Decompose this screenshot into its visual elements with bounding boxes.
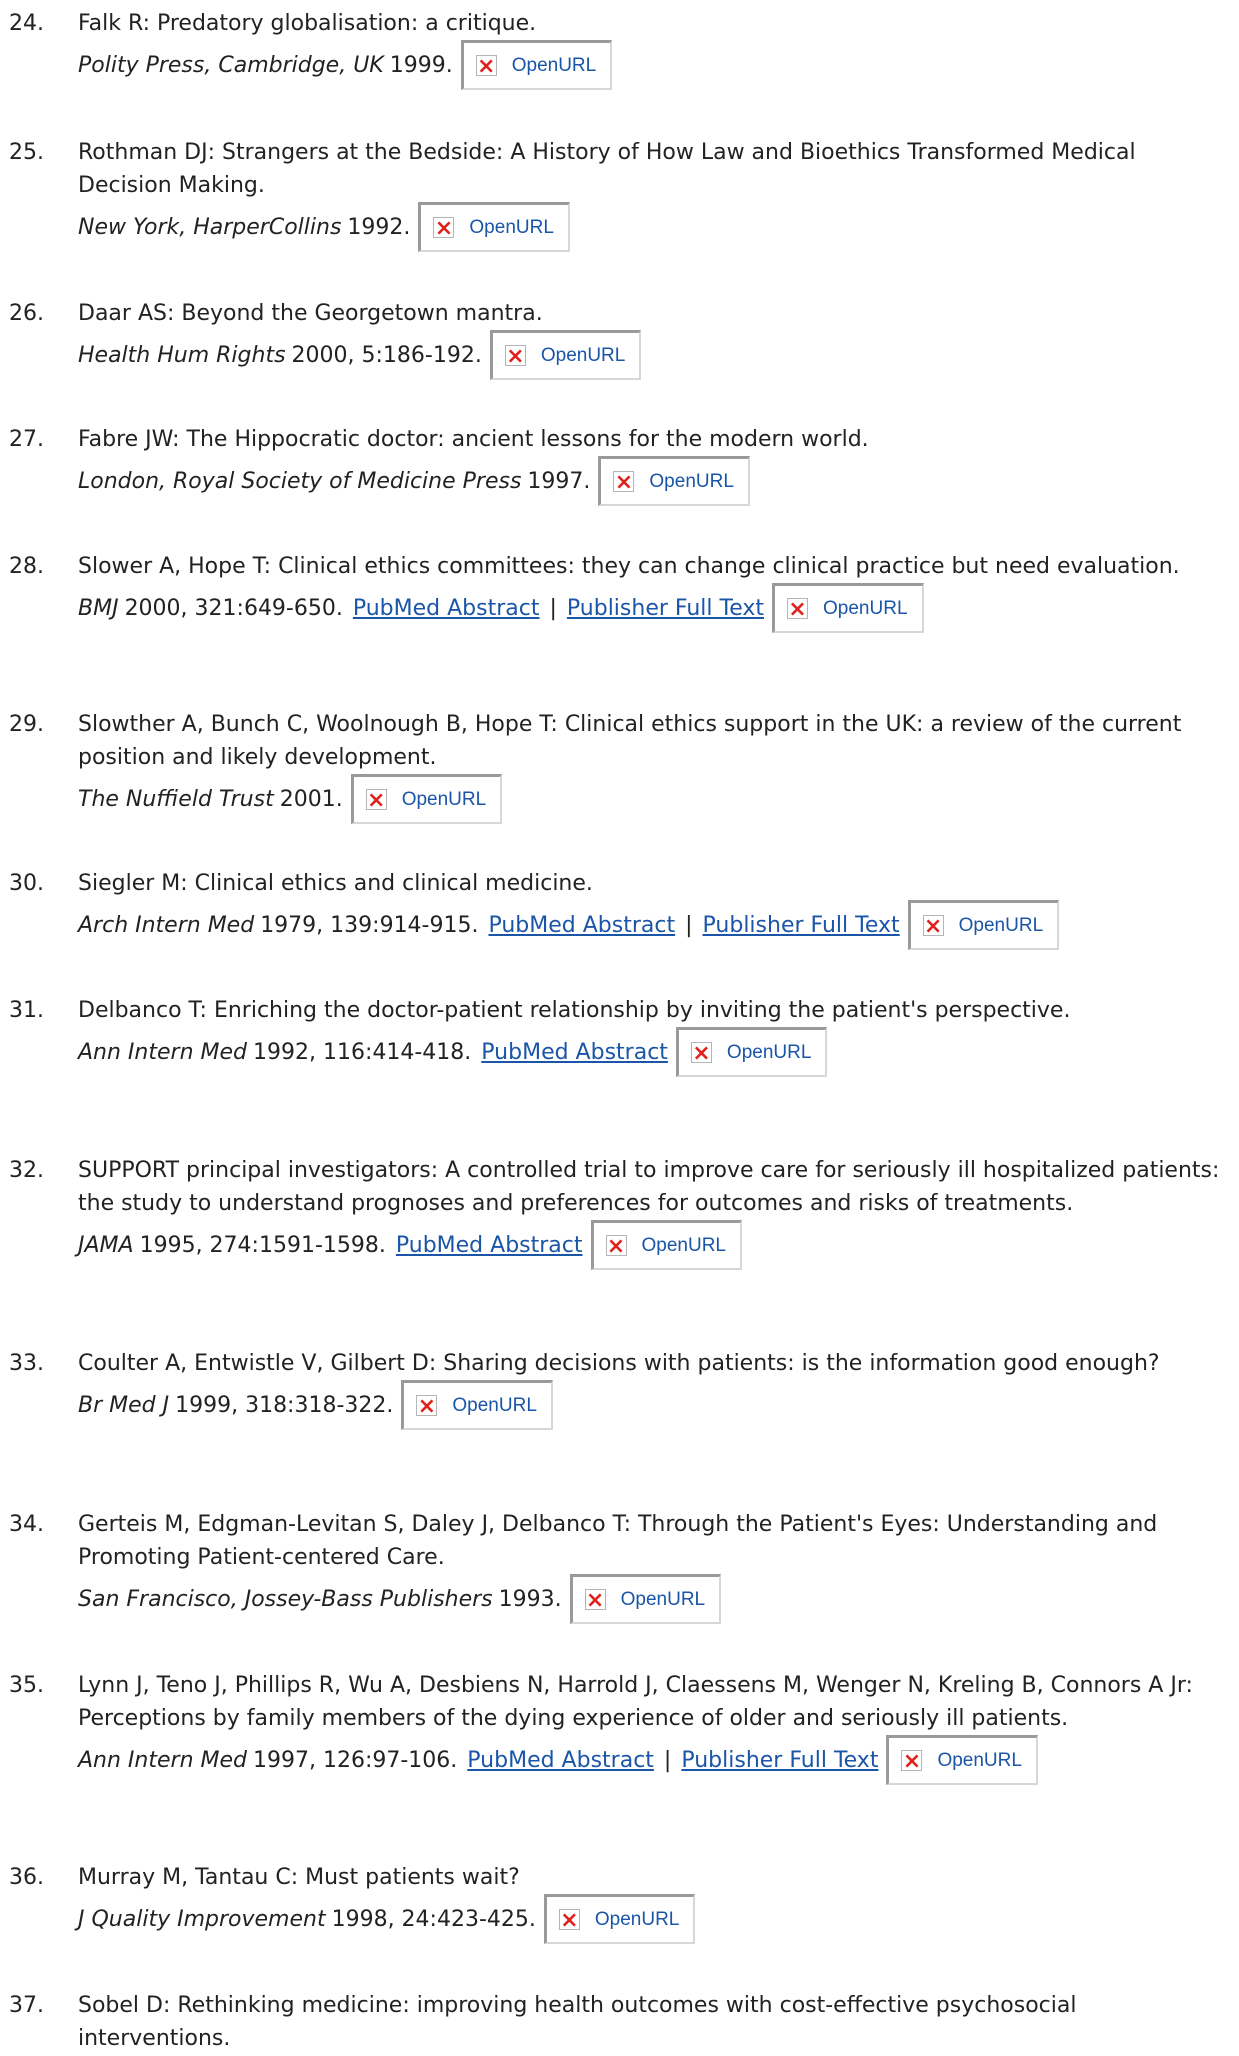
openurl-label: OpenURL (620, 1589, 706, 1610)
reference-source (78, 456, 1228, 506)
publisher-full-text-link[interactable]: Publisher Full Text (702, 912, 900, 938)
broken-image-icon (416, 1395, 437, 1416)
citation-details: 1995, 274:1591-1598. (139, 1232, 386, 1258)
reference-title: Gerteis M, Edgman-Levitan S, Daley J, Delbanco T: Through the Patient's Eyes: Understanding and Promoting Patient-centered Care. (78, 1512, 1158, 1570)
reference-number: 28. (9, 554, 44, 579)
reference-title: Slower A, Hope T: Clinical ethics committees: they can change clinical practice but need evaluation. (78, 554, 1180, 579)
reference-source (78, 1735, 1228, 1785)
reference-source (78, 330, 1228, 380)
journal-name: BMJ (78, 595, 119, 621)
openurl-label: OpenURL (511, 55, 597, 76)
journal-name: New York, HarperCollins (78, 214, 342, 240)
citation-details: 2000, 5:186-192. (291, 342, 482, 368)
broken-image-icon (559, 1909, 580, 1930)
reference-source (78, 40, 1228, 90)
reference-source (78, 1574, 1228, 1624)
reference-number: 34. (9, 1512, 44, 1537)
openurl-label: OpenURL (452, 1395, 537, 1416)
broken-image-icon (787, 598, 808, 619)
openurl-label: OpenURL (594, 1909, 680, 1930)
reference-number: 31. (9, 998, 44, 1023)
reference-title: Slowther A, Bunch C, Woolnough B, Hope T: Clinical ethics support in the UK: a review of the current position and likely development. (78, 712, 1182, 770)
openurl-label: OpenURL (823, 598, 908, 619)
openurl-label: OpenURL (726, 1042, 812, 1063)
broken-image-icon (901, 1750, 922, 1771)
citation-details: 1997. (527, 468, 591, 494)
link-separator: | (663, 1747, 672, 1773)
link-separator: | (549, 595, 557, 621)
broken-image-icon (433, 217, 454, 238)
reference-title: Daar AS: Beyond the Georgetown mantra. (78, 301, 543, 326)
citation-details: 1992. (347, 214, 411, 240)
reference-number: 32. (9, 1158, 44, 1183)
reference-number: 36. (9, 1865, 44, 1890)
openurl-label: OpenURL (540, 345, 626, 366)
openurl-button[interactable] (598, 456, 750, 506)
broken-image-icon (606, 1235, 627, 1256)
openurl-button[interactable] (351, 774, 503, 824)
reference-source (78, 900, 1228, 950)
broken-image-icon (505, 345, 526, 366)
openurl-button[interactable] (886, 1735, 1038, 1785)
reference-number: 33. (9, 1351, 44, 1376)
openurl-button[interactable] (570, 1574, 722, 1624)
reference-number: 29. (9, 712, 44, 737)
openurl-button[interactable] (461, 40, 613, 90)
publisher-full-text-link[interactable]: Publisher Full Text (566, 595, 765, 621)
citation-details: 1998, 24:423-425. (331, 1906, 536, 1932)
citation-details: 2001. (279, 786, 343, 812)
openurl-button[interactable] (591, 1220, 743, 1270)
reference-title: SUPPORT principal investigators: A controlled trial to improve care for seriously ill hospitalized patients: the study to understand prognoses and preferences for outcomes and risks of treatments. (78, 1158, 1220, 1216)
reference-title: Sobel D: Rethinking medicine: improving health outcomes with cost-effective psychosocial interventions. (78, 1993, 1077, 2051)
pubmed-abstract-link[interactable]: PubMed Abstract (481, 1039, 668, 1065)
citation-details: 1999, 318:318-322. (175, 1392, 394, 1418)
reference-source (78, 774, 1228, 824)
journal-name: J Quality Improvement (78, 1906, 326, 1932)
openurl-label: OpenURL (937, 1750, 1022, 1771)
openurl-label: OpenURL (401, 789, 487, 810)
publisher-full-text-link[interactable]: Publisher Full Text (681, 1747, 879, 1773)
reference-source (78, 202, 1228, 252)
pubmed-abstract-link[interactable]: PubMed Abstract (467, 1747, 654, 1773)
reference-title: Coulter A, Entwistle V, Gilbert D: Sharing decisions with patients: is the information good enough? (78, 1351, 1160, 1376)
reference-number: 30. (9, 871, 44, 896)
reference-title: Fabre JW: The Hippocratic doctor: ancient lessons for the modern world. (78, 427, 869, 452)
openurl-button[interactable] (490, 330, 642, 380)
pubmed-abstract-link[interactable]: PubMed Abstract (352, 595, 540, 621)
citation-details: 1997, 126:97-106. (253, 1747, 458, 1773)
reference-title: Siegler M: Clinical ethics and clinical medicine. (78, 871, 593, 896)
reference-title: Lynn J, Teno J, Phillips R, Wu A, Desbiens N, Harrold J, Claessens M, Wenger N, Kreling B, Connors A Jr: Perceptions by family members of the dying experience of older and seriously ill patients. (78, 1673, 1193, 1731)
journal-name: The Nuffield Trust (78, 786, 274, 812)
openurl-label: OpenURL (649, 471, 734, 492)
journal-name: London, Royal Society of Medicine Press (78, 468, 522, 494)
pubmed-abstract-link[interactable]: PubMed Abstract (395, 1232, 583, 1258)
journal-name: San Francisco, Jossey-Bass Publishers (78, 1586, 493, 1612)
reference-number: 37. (9, 1993, 44, 2018)
reference-number: 26. (9, 301, 44, 326)
openurl-button[interactable] (772, 583, 924, 633)
journal-name: Polity Press, Cambridge, UK (78, 52, 384, 78)
openurl-label: OpenURL (469, 217, 554, 238)
reference-number: 27. (9, 427, 44, 452)
citation-details: 2000, 321:649-650. (124, 595, 343, 621)
broken-image-icon (923, 915, 944, 936)
journal-name: Br Med J (78, 1392, 170, 1418)
reference-number: 25. (9, 140, 44, 165)
journal-name: Ann Intern Med (78, 1747, 247, 1773)
reference-source (78, 1380, 1228, 1430)
reference-source (78, 1220, 1228, 1270)
reference-title: Murray M, Tantau C: Must patients wait? (78, 1865, 520, 1890)
journal-name: Health Hum Rights (78, 342, 286, 368)
reference-number: 35. (9, 1673, 44, 1698)
citation-details: 1993. (498, 1586, 562, 1612)
openurl-button[interactable] (908, 900, 1060, 950)
openurl-label: OpenURL (958, 915, 1044, 936)
openurl-button[interactable] (418, 202, 570, 252)
broken-image-icon (585, 1589, 606, 1610)
reference-title: Delbanco T: Enriching the doctor-patient relationship by inviting the patient's perspective. (78, 998, 1071, 1023)
citation-details: 1992, 116:414-418. (253, 1039, 472, 1065)
broken-image-icon (613, 471, 634, 492)
journal-name: JAMA (78, 1232, 134, 1258)
link-separator: | (685, 912, 693, 938)
broken-image-icon (691, 1042, 712, 1063)
reference-source (78, 1894, 1228, 1944)
pubmed-abstract-link[interactable]: PubMed Abstract (488, 912, 676, 938)
citation-details: 1979, 139:914-915. (260, 912, 479, 938)
journal-name: Ann Intern Med (78, 1039, 247, 1065)
reference-title: Falk R: Predatory globalisation: a critique. (78, 11, 537, 36)
journal-name: Arch Intern Med (78, 912, 255, 938)
openurl-button[interactable] (544, 1894, 696, 1944)
broken-image-icon (476, 55, 497, 76)
broken-image-icon (366, 789, 387, 810)
openurl-button[interactable] (401, 1380, 553, 1430)
reference-number: 24. (9, 11, 44, 36)
reference-source (78, 583, 1228, 633)
reference-source (78, 1027, 1228, 1077)
openurl-button[interactable] (676, 1027, 828, 1077)
reference-title: Rothman DJ: Strangers at the Bedside: A History of How Law and Bioethics Transformed Medical Decision Making. (78, 140, 1136, 198)
openurl-label: OpenURL (641, 1235, 726, 1256)
citation-details: 1999. (389, 52, 453, 78)
